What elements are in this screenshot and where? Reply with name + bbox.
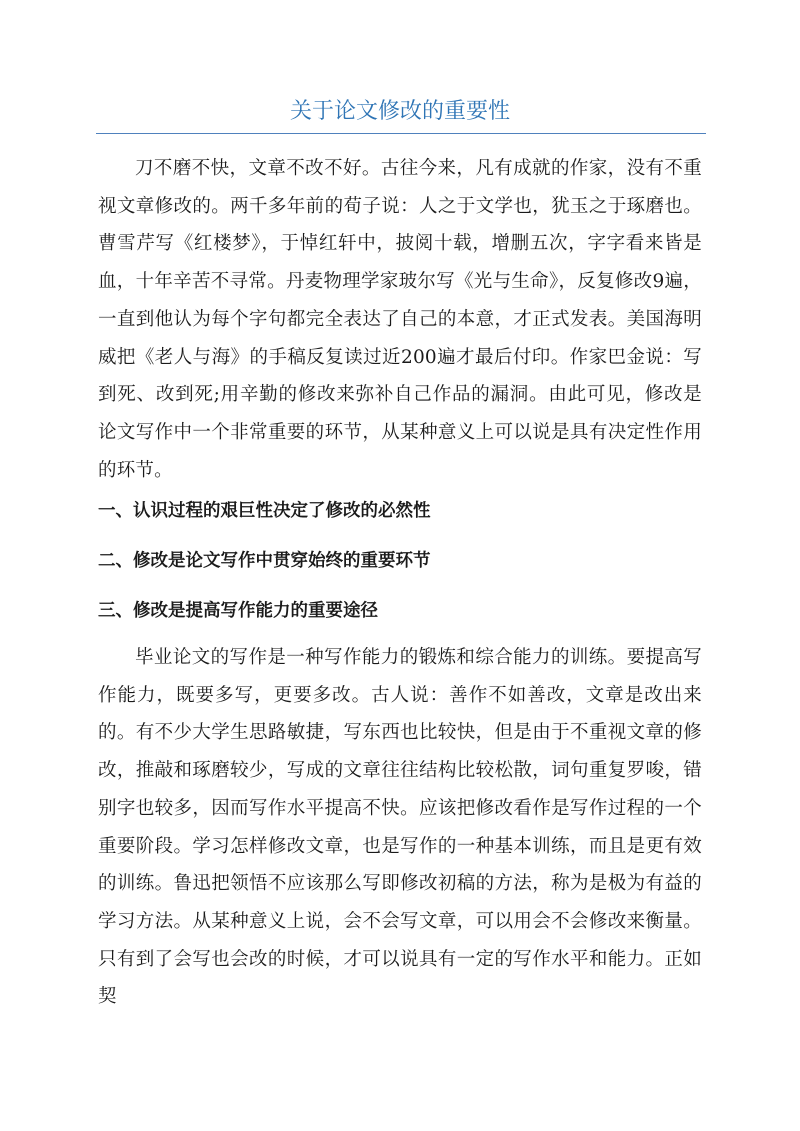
section-heading-2: 二、修改是论文写作中贯穿始终的重要环节 — [98, 551, 431, 571]
page-title: 关于论文修改的重要性 — [289, 99, 510, 124]
section-heading-1: 一、认识过程的艰巨性决定了修改的必然性 — [98, 501, 431, 521]
section-three-paragraph: 毕业论文的写作是一种写作能力的锻炼和综合能力的训练。要提高写作能力，既要多写，更要多改。古人说：善作不如善改，文章是改出来的。有不少大学生思路敏捷，写东西也比较快，但是由于不重视文章的修改，推敲和琢磨较少，写成的文章往往结构比较松散，词句重复罗唆，错别字也较多，因而写作水平提高不快。应该把修改看作是写作过程的一个重要阶段。学习怎样修改文章，也是写作的一种基本训练，而且是更有效的训练。鲁迅把领悟不应该那么写即修改初稿的方法，称为是极为有益的学习方法。从某种意义上说，会不会写文章，可以用会不会修改来衡量。只有到了会写也会改的时候，才可以说具有一定的写作水平和能力。正如契 — [98, 647, 702, 1008]
title-underline-rule — [96, 133, 706, 134]
intro-paragraph: 刀不磨不快，文章不改不好。古往今来，凡有成就的作家，没有不重视文章修改的。两千多年前的荀子说：人之于文学也，犹玉之于琢磨也。曹雪芹写《红楼梦》，于悼红轩中，披阅十载，增删五次，字字看来皆是血，十年辛苦不寻常。丹麦物理学家玻尔写《光与生命》，反复修改9遍，一直到他认为每个字句都完全表达了自己的本意，才正式发表。美国海明威把《老人与海》的手稿反复读过近200遍才最后付印。作家巴金说：写到死、改到死;用辛勤的修改来弥补自己作品的漏洞。由此可见，修改是论文写作中一个非常重要的环节，从某种意义上可以说是具有决定性作用的环节。 — [98, 158, 702, 481]
section-heading-3: 三、修改是提高写作能力的重要途径 — [98, 601, 378, 621]
